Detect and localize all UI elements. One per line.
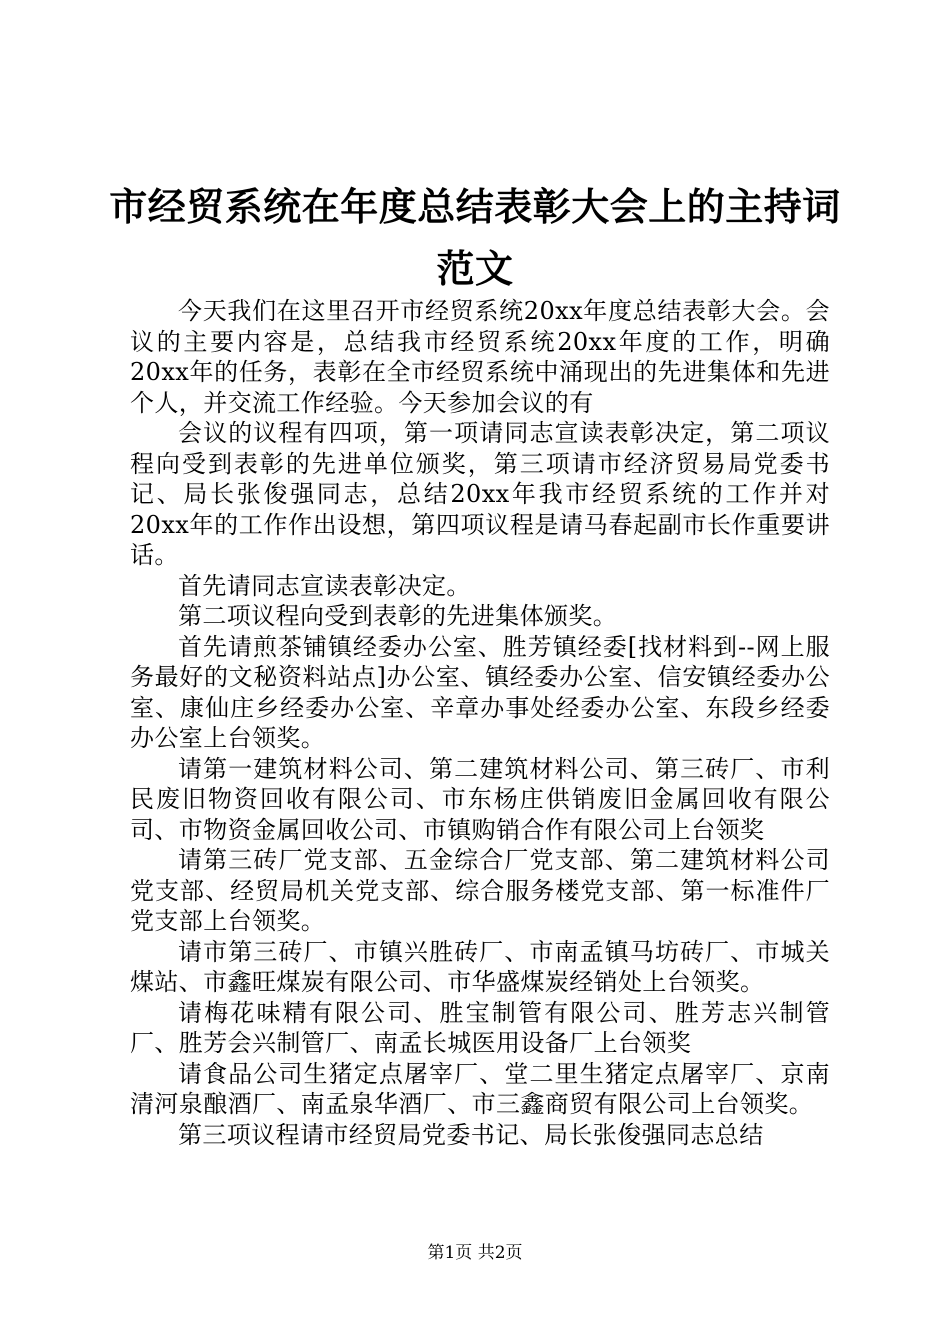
body-paragraph: 第二项议程向受到表彰的先进集体颁奖。 (178, 602, 618, 630)
body-paragraph: 首先请同志宣读表彰决定。 (178, 571, 471, 600)
body-paragraph: 会议的议程有四项，第一项请同志宣读表彰决定，第二项议程向受到表彰的先进单位颁奖，第三项请市经济贸易局党委书记、局长张俊强同志，总结20xx年我市经贸系统的工作并对20xx年的工作作出设想，第四项议程是请马春起副市长作重要讲话。 (130, 419, 830, 569)
body-paragraph: 请食品公司生猪定点屠宰厂、堂二里生猪定点屠宰厂、京南清河泉酿酒厂、南孟泉华酒厂、市三鑫商贸有限公司上台领奖。 (130, 1059, 830, 1118)
body-paragraph: 请梅花味精有限公司、胜宝制管有限公司、胜芳志兴制管厂、胜芳会兴制管厂、南孟长城医用设备厂上台领奖 (130, 998, 830, 1057)
body-paragraph: 请市第三砖厂、市镇兴胜砖厂、市南孟镇马坊砖厂、市城关煤站、市鑫旺煤炭有限公司、市华盛煤炭经销处上台领奖。 (130, 937, 830, 996)
body-paragraph: 请第一建筑材料公司、第二建筑材料公司、第三砖厂、市利民废旧物资回收有限公司、市东杨庄供销废旧金属回收有限公司、市物资金属回收公司、市镇购销合作有限公司上台领奖 (130, 754, 830, 844)
body-paragraph: 第三项议程请市经贸局党委书记、局长张俊强同志总结 (178, 1120, 764, 1149)
page-number-footer: 第1页 共2页 (427, 1243, 523, 1263)
document-title: 市经贸系统在年度总结表彰大会上的主持词范文 (109, 185, 841, 291)
body-paragraph: 今天我们在这里召开市经贸系统20xx年度总结表彰大会。会议的主要内容是，总结我市经贸系统20xx年度的工作，明确20xx年的任务，表彰在全市经贸系统中涌现出的先进集体和先进个人，并交流工作经验。今天参加会议的有 (130, 297, 830, 417)
document-body (130, 296, 830, 1150)
body-paragraph: 请第三砖厂党支部、五金综合厂党支部、第二建筑材料公司党支部、经贸局机关党支部、综合服务楼党支部、第一标准件厂党支部上台领奖。 (130, 846, 830, 935)
body-paragraph: 首先请煎茶铺镇经委办公室、胜芳镇经委[找材料到--网上服务最好的文秘资料站点]办公室、镇经委办公室、信安镇经委办公室、康仙庄乡经委办公室、辛章办事处经委办公室、东段乡经委办公室上台领奖。 (130, 632, 830, 752)
